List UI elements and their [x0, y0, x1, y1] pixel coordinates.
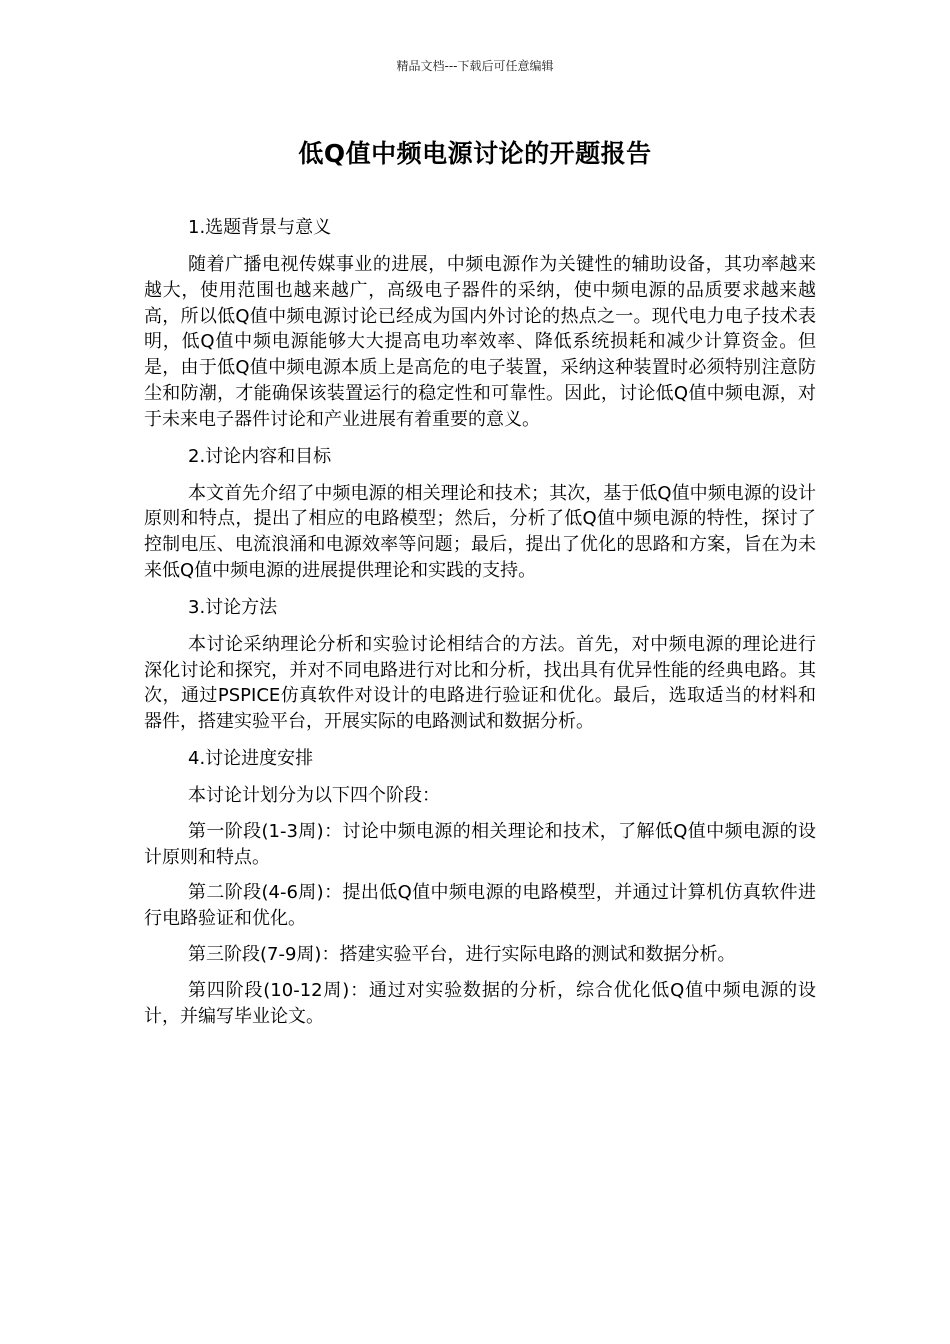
section-heading: 3.讨论方法 — [188, 596, 278, 618]
section-heading: 4.讨论进度安排 — [188, 747, 314, 769]
schedule-phase-2: 第二阶段(4-6周)：提出低Q值中频电源的电路模型，并通过计算机仿真软件进行电路验证和优化。 — [144, 882, 816, 930]
section-background — [144, 214, 816, 433]
schedule-phase-4: 第四阶段(10-12周)：通过对实验数据的分析，综合优化低Q值中频电源的设计，并编写毕业论文。 — [144, 979, 816, 1027]
section-schedule — [144, 745, 816, 1029]
document-body — [144, 214, 816, 1039]
document-title: 低Q值中频电源讨论的开题报告 — [298, 139, 652, 168]
paragraph: 随着广播电视传媒事业的进展，中频电源作为关键性的辅助设备，其功率越来越大，使用范围也越来越广，高级电子器件的采纳，使中频电源的品质要求越来越高，所以低Q值中频电源讨论已经成为国内外讨论的热点之一。现代电力电子技术表明，低Q值中频电源能够大大提高电功率效率、降低系统损耗和减少计算资金。但是，由于低Q值中频电源本质上是高危的电子装置，采纳这种装置时必须特别注意防尘和防潮，才能确保该装置运行的稳定性和可靠性。因此，讨论低Q值中频电源，对于未来电子器件讨论和产业进展有着重要的意义。 — [144, 254, 816, 430]
paragraph: 本文首先介绍了中频电源的相关理论和技术；其次，基于低Q值中频电源的设计原则和特点，提出了相应的电路模型；然后，分析了低Q值中频电源的特性，探讨了控制电压、电流浪涌和电源效率等问题；最后，提出了优化的思路和方案，旨在为未来低Q值中频电源的进展提供理论和实践的支持。 — [144, 482, 816, 581]
section-heading: 2.讨论内容和目标 — [188, 445, 332, 467]
paragraph: 本讨论计划分为以下四个阶段： — [188, 784, 440, 806]
section-content-goals — [144, 443, 816, 584]
section-methods — [144, 594, 816, 735]
paragraph: 本讨论采纳理论分析和实验讨论相结合的方法。首先，对中频电源的理论进行深化讨论和探究，并对不同电路进行对比和分析，找出具有优异性能的经典电路。其次，通过PSPICE仿真软件对设计的电路进行验证和优化。最后，选取适当的材料和器件，搭建实验平台，开展实际的电路测试和数据分析。 — [144, 633, 816, 733]
schedule-phase-3: 第三阶段(7-9周)：搭建实验平台，进行实际电路的测试和数据分析。 — [188, 943, 736, 965]
section-heading: 1.选题背景与意义 — [188, 217, 332, 238]
schedule-phase-1: 第一阶段(1-3周)：讨论中频电源的相关理论和技术，了解低Q值中频电源的设计原则和特点。 — [144, 820, 816, 868]
page-header: 精品文档---下载后可任意编辑 — [396, 59, 554, 73]
